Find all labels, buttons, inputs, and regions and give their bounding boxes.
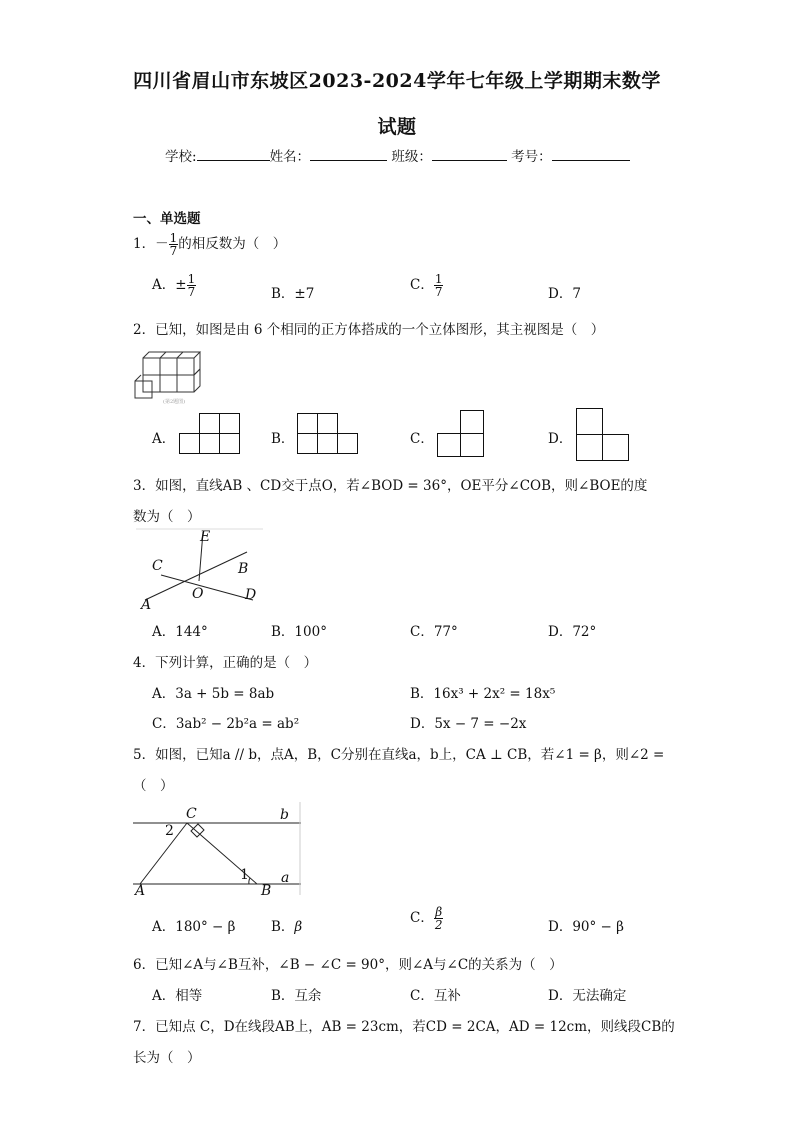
option-label: C．	[410, 277, 434, 293]
q1-text: 的相反数为（ ）	[178, 236, 287, 252]
q3-label-a: A	[141, 597, 152, 613]
q6-option-d[interactable]: D．无法确定	[548, 988, 627, 1004]
option-label: B．	[271, 919, 295, 935]
q5-label-c: C	[186, 806, 197, 822]
number-blank	[552, 146, 630, 161]
q2-option-b-figure	[297, 412, 359, 456]
q3-label-e: E	[200, 529, 211, 545]
q5-label-angle2: 2	[165, 823, 174, 839]
q1-number: 1．	[133, 236, 156, 252]
option-text: 90° − β	[572, 919, 624, 935]
q3-option-d[interactable]: D．72°	[548, 624, 597, 640]
q1-option-b[interactable]	[271, 282, 314, 302]
question-1	[133, 232, 286, 257]
school-label: 学校:	[165, 149, 197, 165]
q5-option-a[interactable]	[152, 915, 235, 935]
exam-title-line2: 试题	[377, 116, 417, 138]
name-blank	[310, 146, 387, 161]
question-5-line1: 5．如图，已知a // b，点A，B，C分别在直线a，b上，CA ⊥ CB，若∠1 = β，则∠2 =	[133, 747, 665, 763]
option-label: C．	[410, 910, 434, 926]
student-info-line	[165, 145, 630, 165]
q5-label-b-point: B	[261, 883, 272, 899]
option-text: 7	[572, 286, 581, 302]
q5-label-a-line: a	[281, 870, 290, 886]
name-label: 姓名：	[269, 149, 311, 165]
option-label: D．	[548, 286, 573, 302]
option-label: B．	[271, 286, 295, 302]
q3-label-d: D	[245, 587, 257, 603]
frac-num: 1	[434, 272, 443, 286]
q5-option-b[interactable]	[271, 915, 302, 935]
q3-label-c: C	[152, 558, 163, 574]
q3-option-b[interactable]: B．100°	[271, 624, 327, 640]
option-label: A．	[152, 919, 176, 935]
q2-option-d-figure	[576, 408, 630, 462]
q4-option-a[interactable]: A．3a + 5b = 8ab	[152, 686, 275, 702]
q5-label-b-line: b	[280, 807, 289, 823]
option-fraction	[434, 906, 444, 931]
q4-option-b[interactable]: B．16x³ + 2x² = 18x⁵	[410, 686, 556, 702]
option-label: D．	[548, 919, 573, 935]
question-7-line1: 7．已知点 C，D在线段AB上，AB = 23cm，若CD = 2CA，AD = 12cm，则线段CB的	[133, 1019, 675, 1035]
q1-fraction	[169, 232, 179, 257]
question-6: 6．已知∠A与∠B互补，∠B − ∠C = 90°，则∠A与∠C的关系为（ ）	[133, 957, 563, 973]
q5-label-a-point: A	[135, 883, 146, 899]
q2-option-c[interactable]: C．	[410, 431, 434, 447]
q6-option-b[interactable]: B．互余	[271, 988, 322, 1004]
q5-option-d[interactable]	[548, 915, 624, 935]
q1-option-a[interactable]	[152, 273, 196, 298]
q4-option-c[interactable]: C．3ab² − 2b²a = ab²	[152, 716, 300, 732]
q3-option-c[interactable]: C．77°	[410, 624, 458, 640]
frac-num: 1	[187, 272, 196, 286]
option-prefix: ±	[175, 277, 187, 293]
q6-option-c[interactable]: C．互补	[410, 988, 461, 1004]
q2-watermark: (第2题图)	[163, 399, 186, 405]
q2-option-a-figure	[179, 412, 241, 456]
q4-option-d[interactable]: D．5x − 7 = −2x	[410, 716, 527, 732]
question-2: 2．已知，如图是由 6 个相同的正方体搭成的一个立体图形，其主视图是（ ）	[133, 322, 605, 338]
q2-option-a[interactable]: A．	[152, 431, 176, 447]
q3-lines-figure	[133, 528, 265, 612]
option-text: β	[294, 919, 303, 935]
frac-den: 7	[434, 285, 443, 299]
q1-neg: －	[155, 236, 169, 252]
q2-cube-figure	[133, 348, 208, 404]
q1-frac-num: 1	[169, 231, 178, 245]
question-4: 4．下列计算，正确的是（ ）	[133, 655, 318, 671]
q6-option-a[interactable]: A．相等	[152, 988, 203, 1004]
q5-label-angle1: 1	[240, 867, 249, 883]
q5-option-c[interactable]	[410, 906, 443, 931]
number-label: 考号：	[511, 149, 552, 165]
q3-label-o: O	[192, 586, 204, 602]
class-blank	[432, 146, 507, 161]
option-text: ±7	[294, 286, 315, 302]
question-7-line2: 长为（ ）	[133, 1050, 201, 1066]
option-text: 180° − β	[175, 919, 236, 935]
q2-option-c-figure	[437, 410, 485, 458]
q5-parallel-figure	[133, 802, 303, 899]
q3-option-a[interactable]: A．144°	[152, 624, 208, 640]
option-fraction	[434, 273, 444, 298]
question-3-line2: 数为（ ）	[133, 509, 201, 525]
frac-den: 7	[187, 285, 196, 299]
class-label: 班级：	[391, 149, 432, 165]
q1-option-c[interactable]	[410, 273, 443, 298]
q1-option-d[interactable]	[548, 282, 581, 302]
school-blank	[197, 146, 270, 161]
frac-num: β	[435, 905, 443, 919]
exam-title-line1: 四川省眉山市东坡区2023-2024学年七年级上学期期末数学	[133, 70, 661, 92]
frac-den: 2	[434, 918, 443, 932]
q2-option-d[interactable]: D．	[548, 431, 573, 447]
question-5-line2: （ ）	[133, 778, 174, 794]
q1-frac-den: 7	[169, 244, 178, 258]
q2-option-b[interactable]: B．	[271, 431, 295, 447]
q3-label-b: B	[238, 561, 249, 577]
section-heading: 一、单选题	[133, 211, 201, 227]
option-label: A．	[152, 277, 176, 293]
question-3-line1: 3．如图，直线AB 、CD交于点O，若∠BOD = 36°，OE平分∠COB，则∠BOE的度	[133, 478, 648, 494]
option-fraction	[187, 273, 197, 298]
